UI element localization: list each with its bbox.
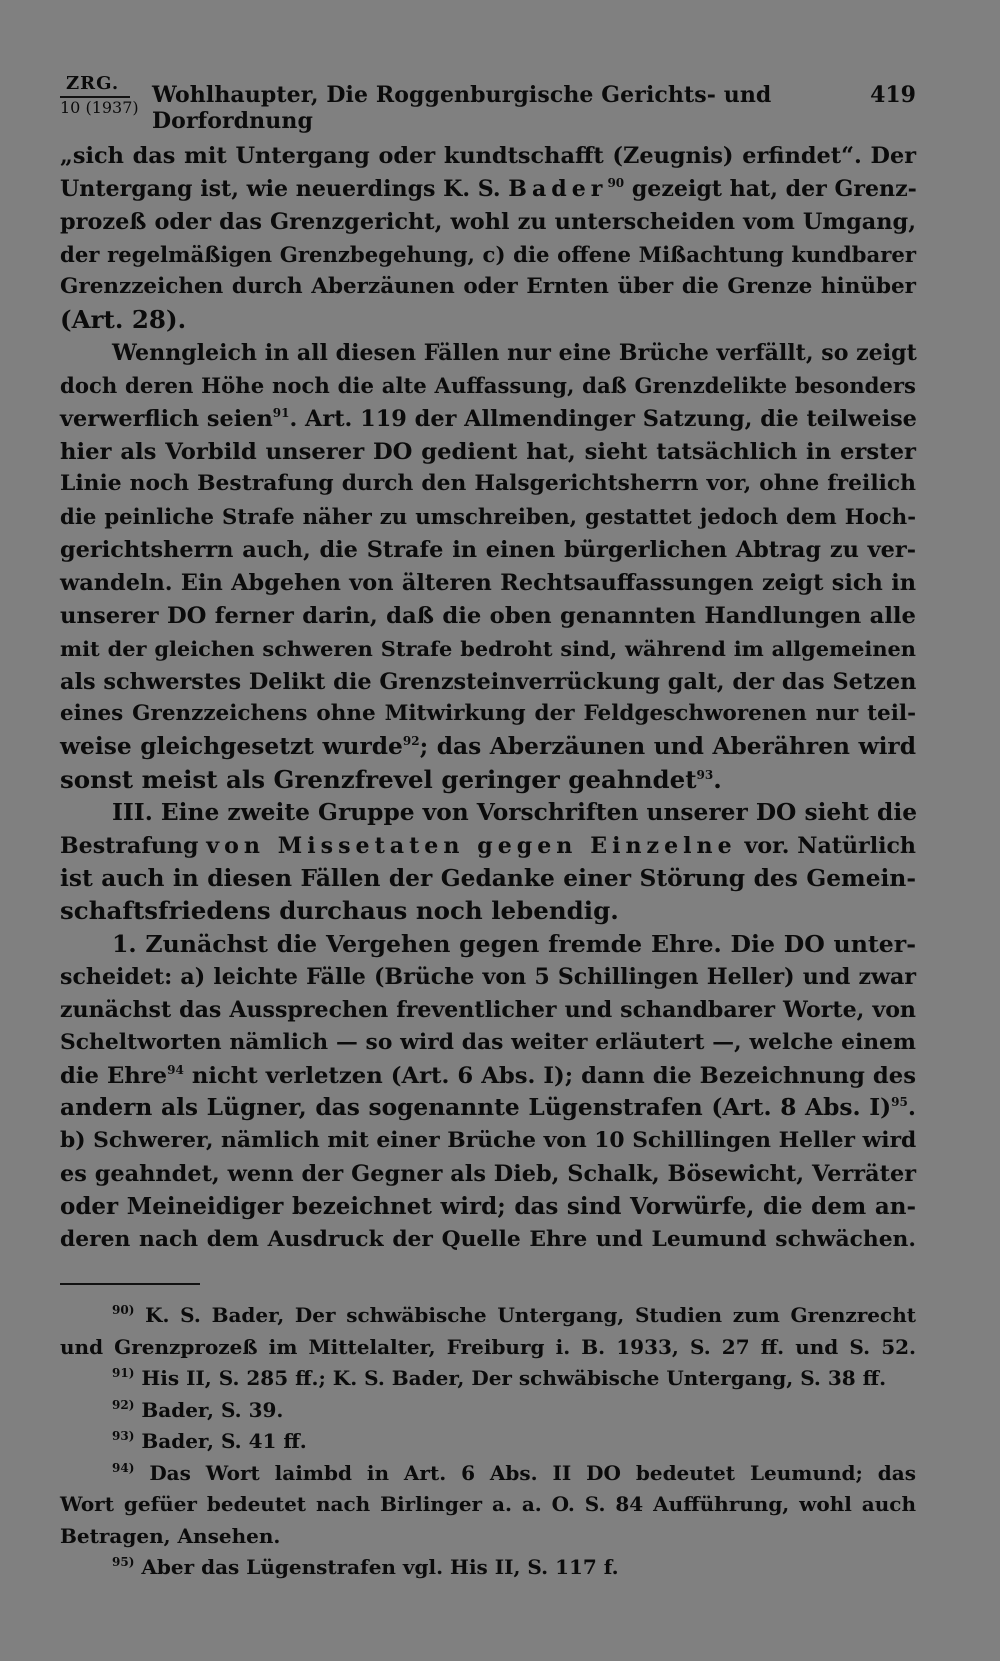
text-line: doch deren Höhe noch die alte Auffassung, daß Grenzdelikte besonders xyxy=(60,372,916,398)
footnote-ref[interactable]: 93 xyxy=(696,768,714,783)
footnote-ref[interactable]: 95 xyxy=(891,1095,908,1110)
footnote-ref[interactable]: 91 xyxy=(272,405,290,420)
text-line: prozeß oder das Grenzgericht, wohl zu unterscheiden vom Umgang, xyxy=(60,208,916,235)
text-line: Grenzzeichen durch Aberzäunen oder Ernten über die Grenze hinüber xyxy=(60,274,916,300)
journal-volume: 10 (1937) xyxy=(60,98,139,117)
text-line: es geahndet, wenn der Gegner als Dieb, Schalk, Bösewicht, Verräter xyxy=(60,1161,916,1188)
footnote-90-cont: und Grenzprozeß im Mittelalter, Freiburg i. B. 1933, S. 27 ff. und S. 52. xyxy=(60,1334,916,1359)
footnote-93: $^{93)}$ Bader, S. 41 ff. xyxy=(112,1429,307,1453)
footnote-90: $^{90)}$ K. S. Bader, Der schwäbische Untergang, Studien zum Grenzrecht xyxy=(112,1303,916,1327)
footnote-91: $^{91)}$ His II, S. 285 ff.; K. S. Bader, Der schwäbische Untergang, S. 38 ff. xyxy=(112,1366,887,1390)
text-line: zunächst das Aussprechen freventlicher und schandbarer Worte, von xyxy=(60,996,916,1023)
text-line: „sich das mit Untergang oder kundtschafft (Zeugnis) erfindet“. Der xyxy=(60,143,916,169)
text-line: sonst meist als Grenzfrevel geringer geahndet$^{93}$. xyxy=(60,765,722,795)
text-line: weise gleichgesetzt wurde$^{92}$; das Aberzäunen und Aberähren wird xyxy=(60,733,916,761)
footnote-ref[interactable]: 94 xyxy=(167,1062,184,1077)
body-text xyxy=(60,140,916,1257)
journal-abbreviation: ZRG. xyxy=(66,73,120,94)
text-line: andern als Lügner, das sogenannte Lügenstrafen (Art. 8 Abs. I)$^{95}$. xyxy=(60,1094,916,1122)
text-line: Untergang ist, wie neuerdings K. S. Bader$^{90}$ gezeigt hat, der Grenz- xyxy=(60,175,917,202)
spaced-phrase: von Missetaten gegen Einzelne xyxy=(206,832,737,859)
footnote-94-cont: Wort gefüer bedeutet nach Birlinger a. a. O. S. 84 Aufführung, wohl auch xyxy=(60,1492,916,1516)
text-line: 1. Zunächst die Vergehen gegen fremde Ehre. Die DO unter- xyxy=(112,930,916,959)
page-number: 419 xyxy=(870,82,916,108)
text-line: verwerflich seien$^{91}$. Art. 119 der Allmendinger Satzung, die teilweise xyxy=(60,405,917,432)
text-line: oder Meineidiger bezeichnet wird; das sind Vorwürfe, die dem an- xyxy=(60,1193,916,1220)
page-header xyxy=(60,73,922,134)
text-line: als schwerstes Delikt die Grenzsteinverrückung galt, der das Setzen xyxy=(60,668,917,695)
footnote-92: $^{92)}$ Bader, S. 39. xyxy=(112,1397,284,1422)
text-line: mit der gleichen schweren Strafe bedroht sind, während im allgemeinen xyxy=(60,635,916,661)
running-title: Wohlhaupter, Die Roggenburgische Gerichts- und Dorfordnung xyxy=(152,82,772,134)
text-line: scheidet: a) leichte Fälle (Brüche von 5 Schillingen Heller) und zwar xyxy=(60,964,916,991)
text-line: ist auch in diesen Fällen der Gedanke einer Störung des Gemein- xyxy=(60,864,916,892)
footnote-94-cont2: Betragen, Ansehen. xyxy=(60,1523,281,1548)
text-line: der regelmäßigen Grenzbegehung, c) die offene Mißachtung kundbarer xyxy=(60,241,916,267)
text-line: hier als Vorbild unserer DO gedient hat, sieht tatsächlich in erster xyxy=(60,438,916,465)
text-line: III. Eine zweite Gruppe von Vorschriften unserer DO sieht die xyxy=(112,798,918,826)
text-line: die peinliche Strafe näher zu umschreiben, gestattet jedoch dem Hoch- xyxy=(60,504,916,530)
footnotes xyxy=(60,1300,916,1584)
text-line: b) Schwerer, nämlich mit einer Brüche von 10 Schillingen Heller wird xyxy=(60,1128,917,1154)
text-line: Linie noch Bestrafung durch den Halsgerichtsherrn vor, ohne freilich xyxy=(60,471,916,497)
text-line: Scheltworten nämlich — so wird das weiter erläutert —, welche einem xyxy=(60,1029,916,1055)
text-line: unserer DO ferner darin, daß die oben genannten Handlungen alle xyxy=(60,602,916,629)
text-line: die Ehre$^{94}$ nicht verletzen (Art. 6 Abs. I); dann die Bezeichnung des xyxy=(60,1062,916,1089)
spaced-name: Bader xyxy=(508,175,608,202)
text-line: wandeln. Ein Abgehen von älteren Rechtsauffassungen zeigt sich in xyxy=(60,569,916,596)
footnote-ref[interactable]: 90 xyxy=(607,175,625,190)
text-line: eines Grenzzeichens ohne Mitwirkung der Feldgeschworenen nur teil- xyxy=(60,701,916,727)
footnote-95: $^{95)}$ Aber das Lügenstrafen vgl. His II, S. 117 f. xyxy=(112,1555,619,1579)
text-line: (Art. 28). xyxy=(60,305,187,335)
text-line: Wenngleich in all diesen Fällen nur eine Brüche verfällt, so zeigt xyxy=(112,340,917,367)
text-line: Bestrafung von Missetaten gegen Einzelne vor. Natürlich xyxy=(60,832,916,859)
footnote-94: $^{94)}$ Das Wort laimbd in Art. 6 Abs. II DO bedeutet Leumund; das xyxy=(112,1460,916,1485)
text-line: deren nach dem Ausdruck der Quelle Ehre und Leumund schwächen. xyxy=(60,1226,916,1252)
footnote-ref[interactable]: 92 xyxy=(402,734,420,749)
text-line: gerichtsherrn auch, die Strafe in einen bürgerlichen Abtrag zu ver- xyxy=(60,537,916,564)
footnote-rule xyxy=(60,1283,200,1285)
text-line: schaftsfriedens durchaus noch lebendig. xyxy=(60,896,619,926)
